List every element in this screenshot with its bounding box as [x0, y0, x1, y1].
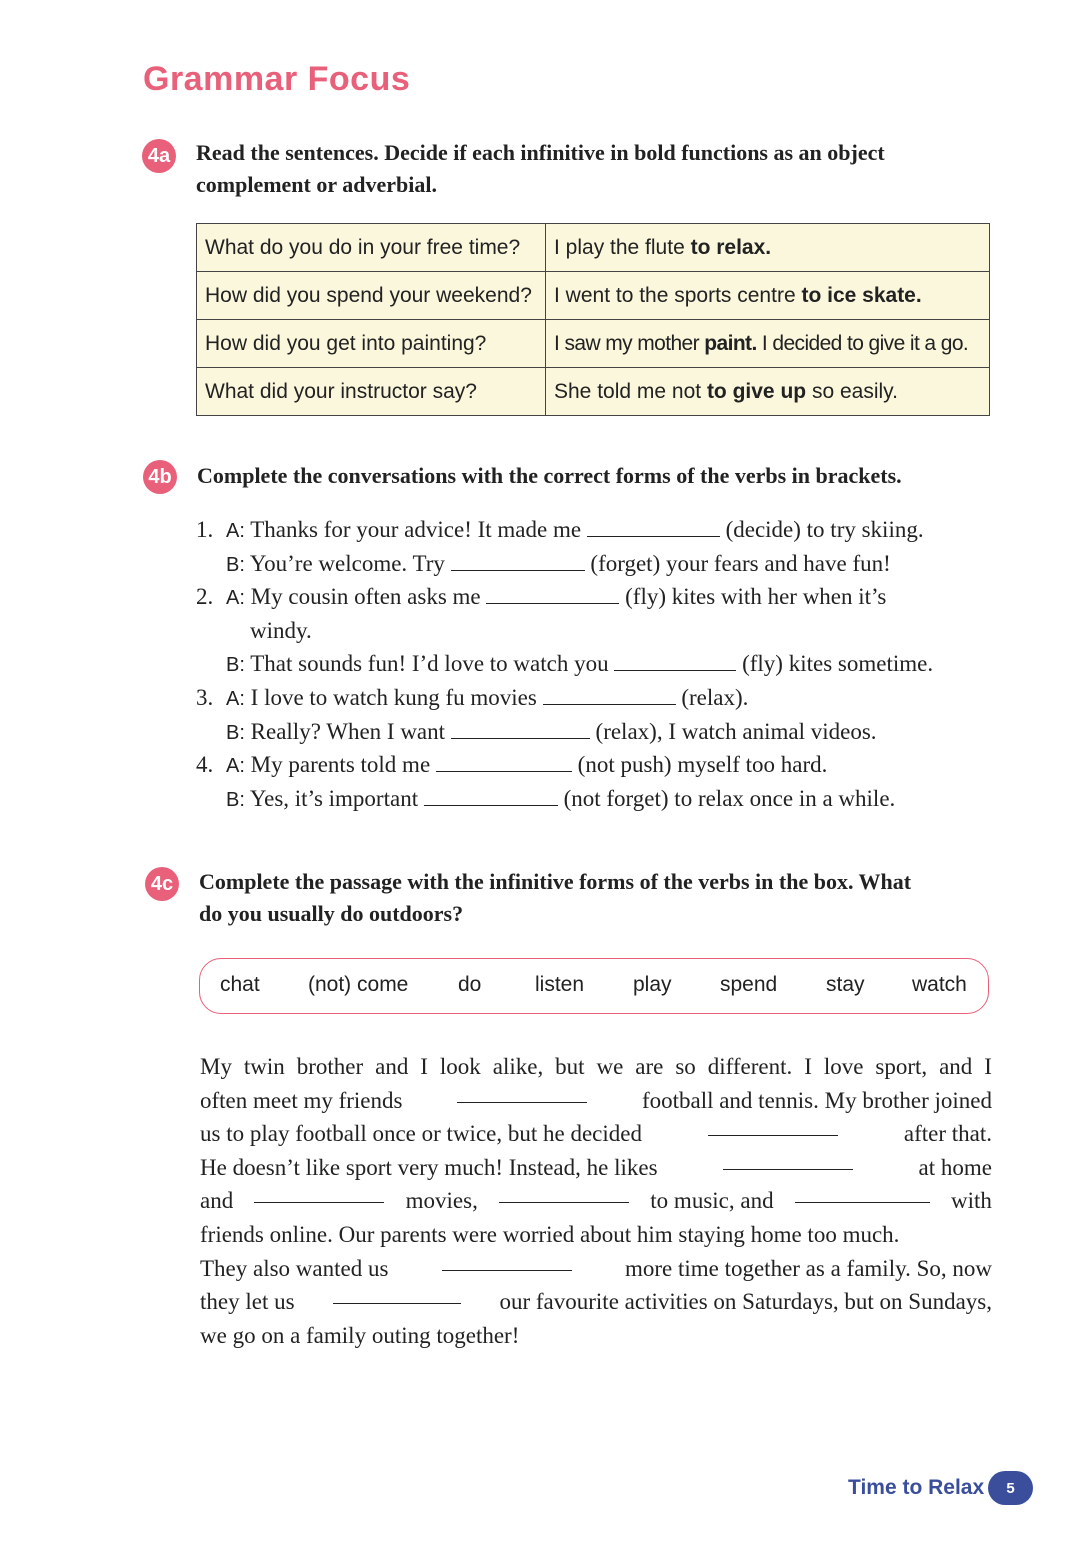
conversation-line-a-cont: windy. — [250, 617, 312, 643]
passage-word: we — [596, 1054, 624, 1079]
verb-hint: (decide) to try skiing. — [725, 517, 924, 542]
question-cell: How did you spend your weekend? — [197, 272, 546, 320]
answer-blank[interactable] — [436, 753, 572, 772]
speaker-a: A: — [226, 587, 245, 610]
answer-cell — [546, 320, 990, 368]
verb-hint: (not forget) to relax once in a while. — [563, 785, 896, 811]
answer-blank[interactable] — [424, 787, 558, 806]
answer-blank[interactable] — [333, 1285, 461, 1304]
answer-blank[interactable] — [723, 1151, 853, 1170]
bold-infinitive: to ice skate. — [801, 283, 922, 307]
passage — [200, 1050, 992, 1352]
passage-word: I — [984, 1054, 992, 1079]
conversation-line-b — [226, 547, 891, 581]
footer-unit-title: Time to Relax — [848, 1476, 985, 1499]
answer-cell — [546, 368, 990, 416]
speaker-b: B: — [226, 654, 245, 677]
prompt-text: Really? When I want — [250, 718, 446, 744]
passage-word: different. — [707, 1054, 793, 1079]
page-number: 5 — [988, 1471, 1033, 1505]
verb-hint: (relax). — [681, 685, 749, 710]
passage-word: love — [823, 1054, 864, 1079]
answer-blank[interactable] — [795, 1184, 930, 1203]
conversation-line-b — [226, 647, 933, 681]
verb-hint: (fly) kites with her when it’s — [625, 584, 887, 610]
passage-word: My — [200, 1054, 232, 1079]
passage-line-3: us to play football once or twice, but he decided after that. — [200, 1117, 992, 1151]
question-cell: How did you get into painting? — [197, 320, 546, 368]
answer-text: I went to the sports centre — [554, 283, 802, 307]
prompt-text: I love to watch kung fu movies — [250, 685, 537, 710]
question-cell: What did your instructor say? — [197, 368, 546, 416]
passage-line-9: we go on a family outing together! — [200, 1322, 520, 1348]
conversation-line-a — [196, 681, 748, 715]
passage-word: and — [939, 1054, 973, 1079]
answer-blank[interactable] — [708, 1117, 838, 1136]
passage-line-6: friends online. Our parents were worried about him staying home too much. — [200, 1221, 900, 1247]
answer-blank[interactable] — [486, 585, 619, 604]
word-box-item: spend — [720, 973, 778, 996]
speaker-b: B: — [226, 721, 245, 744]
conversation-line-b — [226, 715, 877, 749]
speaker-a: A: — [226, 520, 245, 542]
table-row — [197, 320, 990, 368]
prompt-text: That sounds fun! I’d love to watch you — [250, 651, 609, 677]
answer-blank[interactable] — [451, 720, 590, 739]
conversation-line-b — [226, 782, 895, 816]
answer-text: She told me not — [554, 379, 707, 403]
word-box — [199, 958, 989, 1014]
word-box-item: play — [633, 973, 672, 996]
answer-text: I saw my mother — [554, 331, 705, 355]
word-box-item: stay — [826, 973, 865, 996]
exercise-badge-4a: 4a — [142, 139, 176, 173]
exercise-badge-4b: 4b — [143, 460, 177, 494]
prompt-text: My parents told me — [250, 752, 431, 778]
instruction-4c-line1: Complete the passage with the infinitive forms of the verbs in the box. What — [199, 869, 912, 894]
instruction-4a-line1: Read the sentences. Decide if each infinitive in bold functions as an object — [196, 140, 885, 165]
passage-word: but — [555, 1054, 585, 1079]
passage-line-7: They also wanted us more time together as a family. So, now — [200, 1252, 992, 1286]
exercise-badge-4c: 4c — [145, 867, 179, 901]
bold-infinitive: paint. — [704, 331, 757, 355]
table-row — [197, 272, 990, 320]
passage-word: alike, — [492, 1054, 544, 1079]
prompt-text: Thanks for your advice! It made me — [250, 517, 582, 542]
prompt-text: You’re welcome. Try — [249, 550, 445, 576]
passage-word: are — [635, 1054, 664, 1079]
passage-line-5: and movies, to music, and with — [200, 1184, 992, 1218]
item-number: 1. — [196, 517, 214, 542]
passage-word: look — [439, 1054, 481, 1079]
passage-word: twin — [243, 1054, 285, 1079]
answer-blank[interactable] — [442, 1252, 572, 1271]
passage-line-4: He doesn’t like sport very much! Instead, he likes at home — [200, 1151, 992, 1185]
verb-hint: (not push) myself too hard. — [577, 752, 828, 778]
bold-infinitive: to relax. — [690, 235, 772, 259]
instruction-4b: Complete the conversations with the correct forms of the verbs in brackets. — [197, 463, 902, 488]
instruction-4a — [196, 137, 885, 201]
table-row — [197, 368, 990, 416]
verb-hint: (forget) your fears and have fun! — [590, 550, 891, 576]
item-number: 2. — [196, 584, 214, 610]
answer-blank[interactable] — [543, 686, 676, 705]
conversation-line-a — [196, 513, 924, 547]
answer-text: I play the flute — [554, 235, 691, 259]
speaker-a: A: — [226, 755, 245, 778]
instruction-4c-line2: do you usually do outdoors? — [199, 901, 464, 926]
word-box-item: (not) come — [308, 973, 409, 996]
table-row — [197, 224, 990, 272]
answer-cell — [546, 272, 990, 320]
answer-blank[interactable] — [499, 1184, 629, 1203]
passage-line-2: often meet my friends football and tennis. My brother joined — [200, 1084, 992, 1118]
item-number: 4. — [196, 752, 214, 778]
passage-word: sport, — [875, 1054, 928, 1079]
verb-hint: (relax), I watch animal videos. — [595, 718, 877, 744]
passage-word: so — [675, 1054, 696, 1079]
instruction-4a-line2: complement or adverbial. — [196, 172, 437, 197]
speaker-a: A: — [226, 688, 245, 710]
page-title: Grammar Focus — [143, 60, 411, 98]
answer-blank[interactable] — [254, 1184, 384, 1203]
conversation-line-a — [196, 748, 827, 782]
word-box-item: chat — [220, 973, 260, 996]
word-box-item: listen — [535, 973, 585, 996]
speaker-b: B: — [226, 553, 245, 576]
word-box-item: watch — [912, 973, 967, 996]
passage-word: I — [420, 1054, 428, 1079]
answer-text: so easily. — [806, 379, 898, 403]
prompt-text: Yes, it’s important — [249, 785, 419, 811]
word-box-item: do — [458, 973, 482, 996]
verb-hint: (fly) kites sometime. — [742, 651, 934, 677]
prompt-text: My cousin often asks me — [250, 584, 481, 610]
instruction-4c — [199, 866, 911, 930]
answer-blank[interactable] — [451, 552, 585, 571]
passage-line-1 — [200, 1050, 992, 1084]
answer-blank[interactable] — [587, 518, 720, 537]
bold-infinitive: to give up — [706, 379, 807, 403]
answer-text: I decided to give it a go. — [756, 331, 969, 355]
speaker-b: B: — [226, 788, 245, 811]
answer-cell — [546, 224, 990, 272]
conversation-line-a — [196, 580, 886, 614]
answer-blank[interactable] — [614, 652, 736, 671]
passage-word: and — [375, 1054, 409, 1079]
answer-blank[interactable] — [457, 1084, 587, 1103]
item-number: 3. — [196, 685, 214, 710]
example-table — [196, 223, 990, 416]
passage-word: I — [804, 1054, 812, 1079]
passage-line-8: they let us our favourite activities on Saturdays, but on Sundays, — [200, 1285, 992, 1319]
question-cell: What do you do in your free time? — [197, 224, 546, 272]
passage-word: brother — [296, 1054, 364, 1079]
